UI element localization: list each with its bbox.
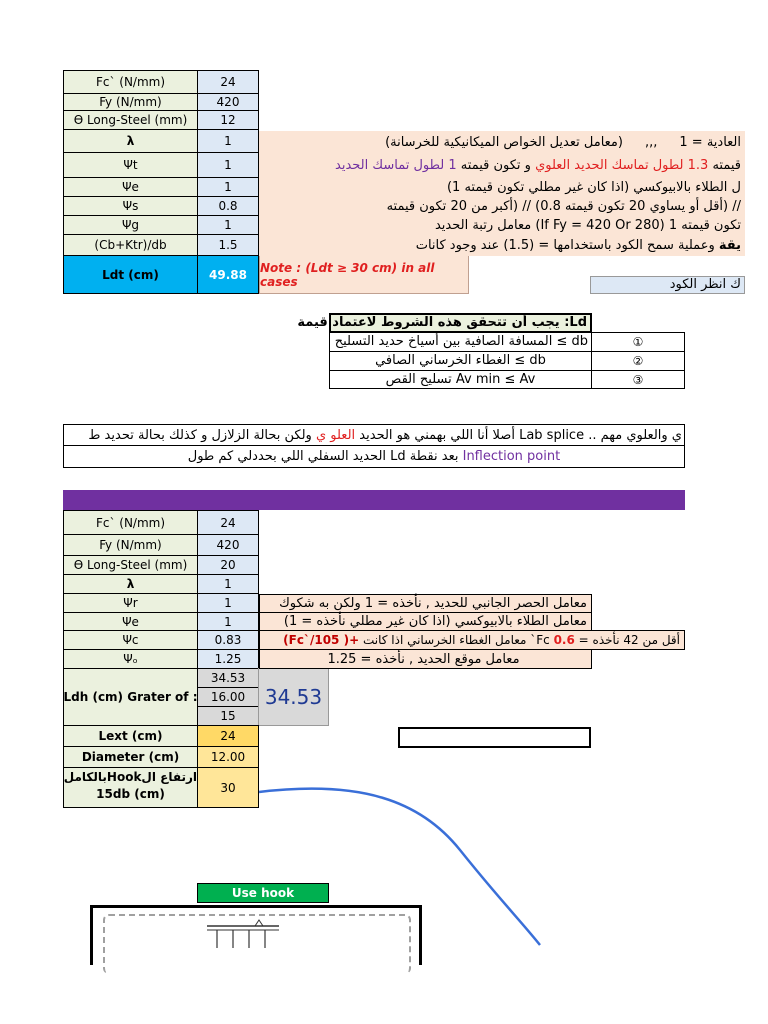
diameter-label: Diameter (cm) [63,746,198,768]
lab-splice-l1-a: ي والعلوي مهم .. Lab splice أصلا أنا اللي بهمني هو الحديد [359,428,682,443]
hook-label-line1: ارتفاع الHookبالكامل [63,770,197,784]
t1-value-fc[interactable]: 24 [197,70,259,94]
note-psis: // (أقل أو يساوي 20 تكون قيمته 0.8) // (أكبر من 20 تكون قيمته [259,197,745,216]
note2-psic-a: أقل من 42 نأخذه = [578,633,680,647]
note-psie: ل الطلاء بالابيوكسي (اذا كان غير مطلي تكون قيمته 1) [259,177,745,197]
t1-value-psie[interactable]: 1 [197,177,259,197]
note-cb-b: وعملية سمح الكود باستخدامها = (1.5) عند وجود كانات [415,238,715,253]
t1-value-fy[interactable]: 420 [197,93,259,111]
t1-value-psis[interactable]: 0.8 [197,196,259,216]
note2-psic-d: +( Fc`/105) [283,633,360,647]
diameter-value[interactable]: 12.00 [197,746,259,768]
t1-value-lambda[interactable]: 1 [197,129,259,153]
t1-label-psie: Ψe [63,177,198,197]
t2-label-psic: Ψc [63,630,198,650]
ldt-value: 49.88 [197,255,259,294]
condition-1-num: ① [592,333,684,352]
t2-label-fy: Fy (N/mm) [63,534,198,556]
note2-psic-c: Fc` معامل الغطاء الخرساني اذا كانت [362,633,550,647]
note-psit-a: قيمته [712,157,741,173]
note-psit-d: 1 لطول تماسك الحديد [335,157,457,173]
lab-splice-l1-b: العلو ي [315,428,356,443]
t1-label-psig: Ψg [63,215,198,235]
t1-label-cb: (Cb+Ktr)/db [63,234,198,256]
t2-label-psir: Ψr [63,593,198,613]
note-lambda-c: (معامل تعديل الخواص الميكانيكية للخرسانة) [385,134,623,150]
ldh-result: 34.53 [258,668,329,726]
note2-psic-b: 0.6 [553,633,575,647]
t2-value-fy[interactable]: 420 [197,534,259,556]
lab-splice-l2-a: Inflection point [462,449,561,464]
t2-label-fc: Fc` (N/mm) [63,510,198,535]
ldh-value-2: 16.00 [197,687,259,707]
t2-value-lambda[interactable]: 1 [197,574,259,594]
note2-psie: معامل الطلاء بالابيوكسي (اذا كان غير مطلي نأخذه = 1) [259,612,592,631]
note-cb-a: يقة [718,238,741,253]
t2-value-fc[interactable]: 24 [197,510,259,535]
t2-value-psio[interactable]: 1.25 [197,649,259,669]
note2-psio: معامل موقع الحديد , نأخذه = 1.25 [259,649,592,669]
condition-2-num: ② [592,352,684,371]
t2-value-psie[interactable]: 1 [197,612,259,631]
condition-2-text: db ≥ الغطاء الخرساني الصافي [330,352,592,371]
t1-label-psis: Ψs [63,196,198,216]
t1-value-psig[interactable]: 1 [197,215,259,235]
hook-label-line2: 15db (cm) [96,787,165,801]
use-hook-label: Use hook [197,883,329,903]
t1-label-fc: Fc` (N/mm) [63,70,198,94]
ldh-value-3: 15 [197,706,259,726]
t1-value-psit[interactable]: 1 [197,152,259,178]
lab-splice-l1-c: ولكن بحالة الزلازل و كذلك بحالة تحديد ط [88,428,312,443]
t1-label-psit: Ψt [63,152,198,178]
condition-3-text: Av min ≤ Av تسليح القص [330,371,592,389]
lext-value[interactable]: 24 [197,725,259,747]
rebar-hook-icon [203,920,283,950]
ldt-label: Ldt (cm) [63,255,198,294]
ldt-note: Note : (Ldt ≥ 30 cm) in all cases [259,255,469,294]
t2-label-psie: Ψe [63,612,198,631]
t2-value-psir[interactable]: 1 [197,593,259,613]
condition-1-text: db ≥ المسافة الصافية بين أسياخ حديد التسليح [330,333,592,352]
note-lambda-b: ,,, [644,134,658,150]
note-lambda-a: العادية = 1 [679,134,741,150]
t2-value-steel[interactable]: 20 [197,555,259,575]
t1-value-cb[interactable]: 1.5 [197,234,259,256]
ldh-label: Ldh (cm) Grater of : [63,668,198,726]
t1-label-lambda: λ [63,129,198,153]
lab-splice-l2-b: بعد نقطة Ld الحديد السفلي اللي بحددلي كم طول [187,449,459,464]
t1-value-steel[interactable]: 12 [197,110,259,130]
condition-3-num: ③ [632,373,644,387]
t2-value-psic[interactable]: 0.83 [197,630,259,650]
lext-label: Lext (cm) [63,725,198,747]
t2-label-psio: Ψₒ [63,649,198,669]
note2-psir: معامل الحصر الجانبي للحديد , نأخذه = 1 ولكن به شكوك [259,594,592,613]
hook-value[interactable]: 30 [197,767,259,808]
note-psit-c: و تكون قيمته [460,157,531,173]
ldh-value-1: 34.53 [197,668,259,688]
note-psit-b: 1.3 لطول تماسك الحديد العلوي [535,157,709,173]
conditions-header: Ld: يجب أن تتحقق هذه الشروط لاعتماد قيمة [329,313,592,333]
see-code-box: ك انظر الكود [590,276,745,294]
t1-label-steel: Ө Long-Steel (mm) [63,110,198,130]
t1-label-fy: Fy (N/mm) [63,93,198,111]
t2-label-steel: Ө Long-Steel (mm) [63,555,198,575]
t2-label-lambda: λ [63,574,198,594]
note-psig: تكون قيمته 1 (If Fy = 420 Or 280) معامل رتبة الحديد [259,216,745,235]
hook-drawing-frame [90,905,422,965]
